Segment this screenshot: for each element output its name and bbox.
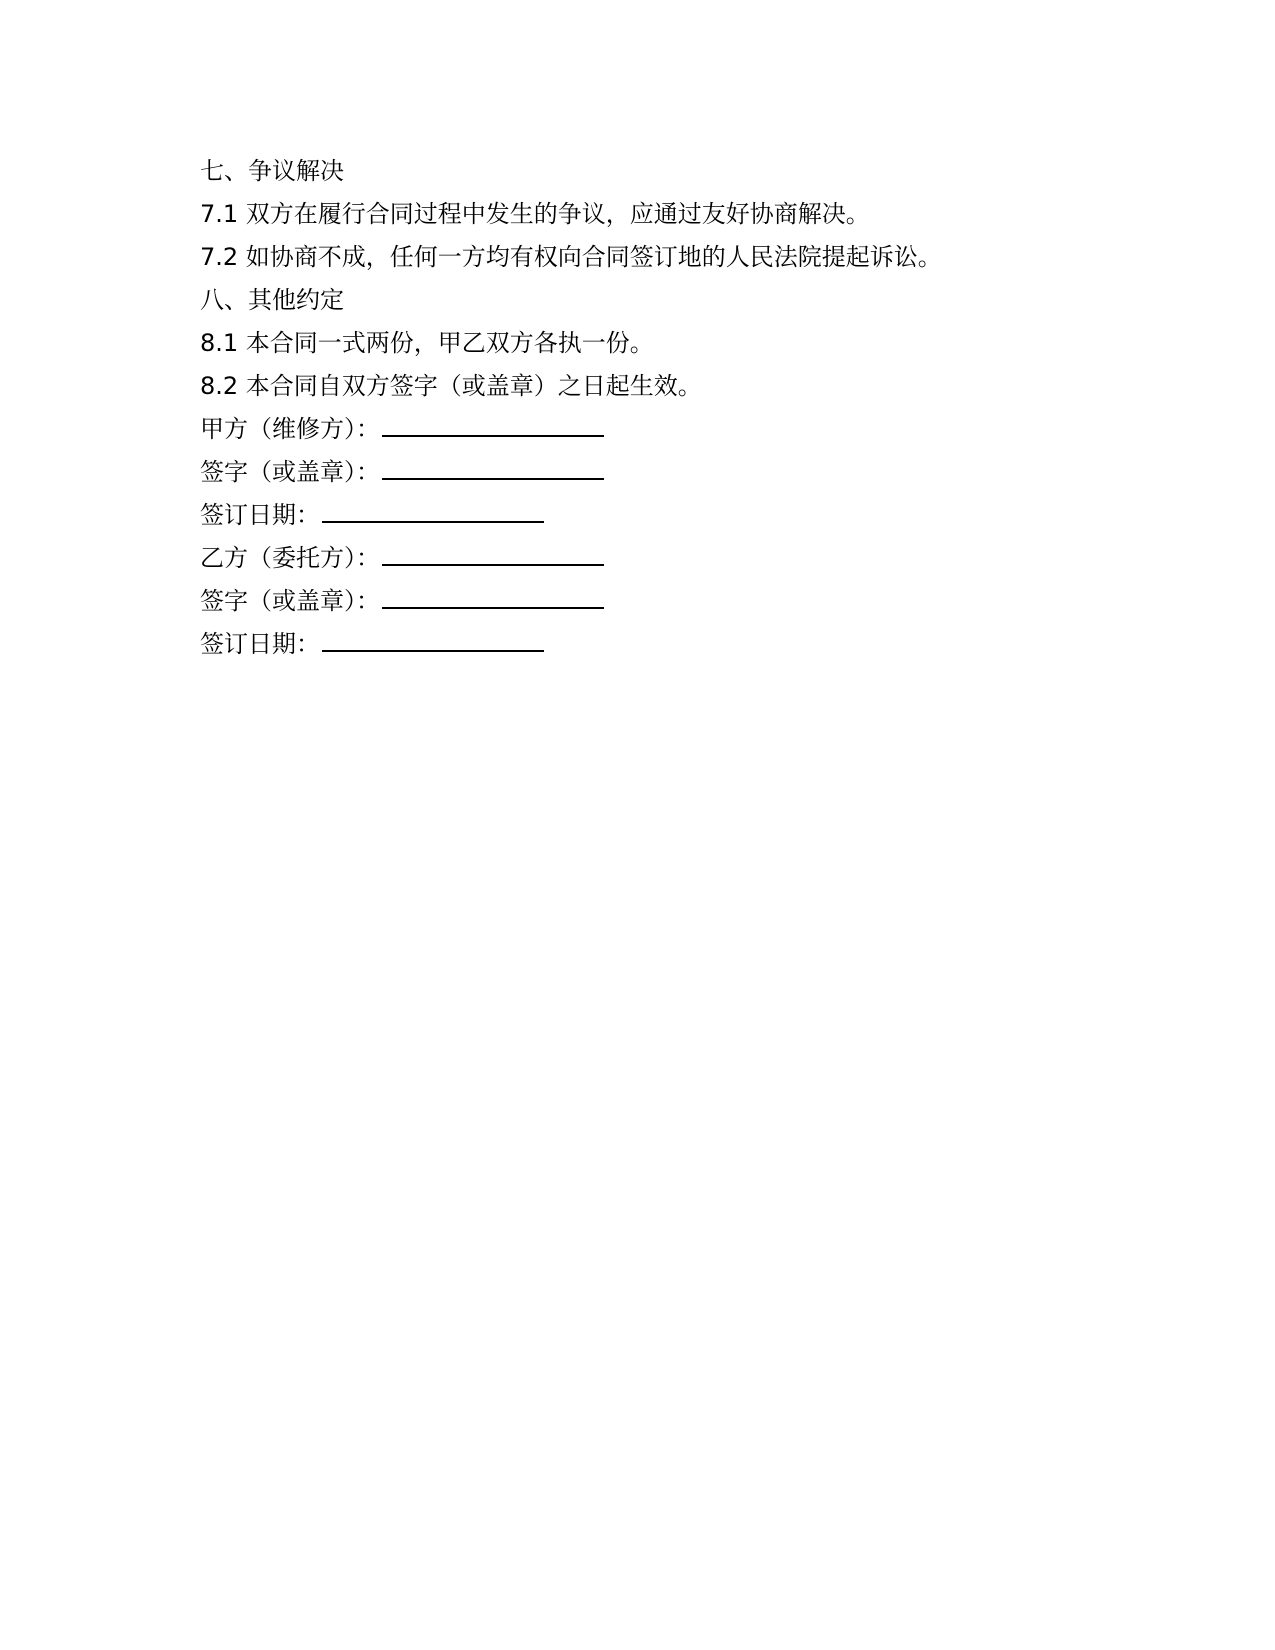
party-a-signature-blank [382, 478, 604, 480]
party-b-date-label: 签订日期： [200, 630, 320, 658]
party-a-date-row [200, 494, 1080, 537]
party-b-date-blank [322, 650, 544, 652]
clause-7-1: 7.1 双方在履行合同过程中发生的争议，应通过友好协商解决。 [200, 200, 870, 228]
party-b-signature-blank [382, 607, 604, 609]
document-content [200, 150, 1080, 666]
section-7-heading: 七、争议解决 [200, 157, 344, 185]
party-a-signature-label: 签字（或盖章）： [200, 458, 380, 486]
clause-8-2: 8.2 本合同自双方签字（或盖章）之日起生效。 [200, 372, 702, 400]
clause-8-1: 8.1 本合同一式两份，甲乙双方各执一份。 [200, 329, 654, 357]
party-b-name-row [200, 537, 1080, 580]
party-b-name-blank [382, 564, 604, 566]
party-a-date-label: 签订日期： [200, 501, 320, 529]
party-a-name-row [200, 408, 1080, 451]
party-b-signature-row [200, 580, 1080, 623]
party-b-name-label: 乙方（委托方）： [200, 544, 380, 572]
clause-7-2: 7.2 如协商不成，任何一方均有权向合同签订地的人民法院提起诉讼。 [200, 243, 942, 271]
party-b-date-row [200, 623, 1080, 666]
party-b-signature-label: 签字（或盖章）： [200, 587, 380, 615]
party-a-date-blank [322, 521, 544, 523]
party-a-signature-row [200, 451, 1080, 494]
party-a-name-blank [382, 435, 604, 437]
party-a-name-label: 甲方（维修方）： [200, 415, 380, 443]
section-8-heading: 八、其他约定 [200, 286, 344, 314]
